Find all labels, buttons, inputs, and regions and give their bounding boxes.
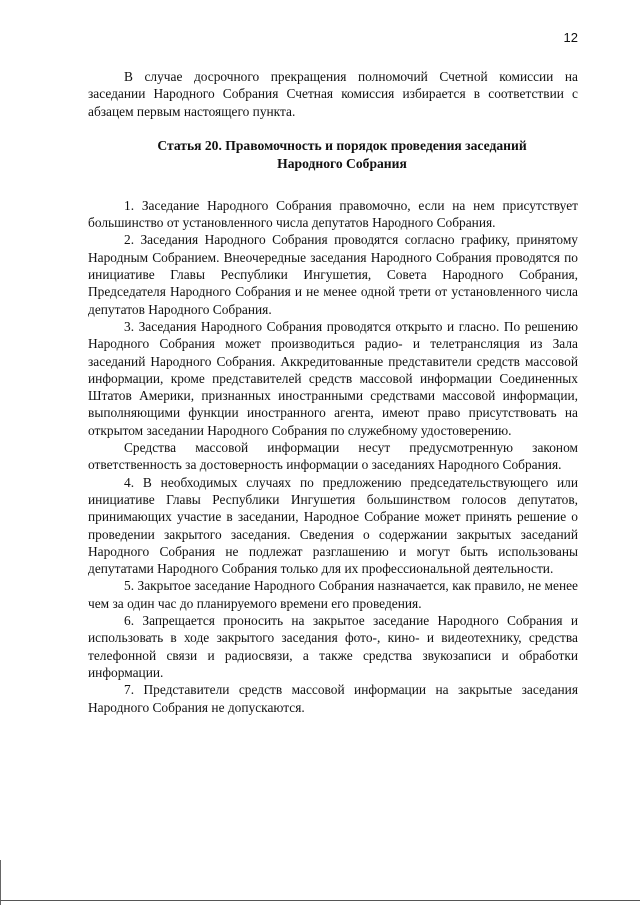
article-title-line-1: Статья 20. Правомочность и порядок проведения заседаний bbox=[157, 137, 527, 153]
paragraph-3-continued: Средства массовой информации несут предусмотренную законом ответственность за достоверность информации о заседаниях Народного Собрания. bbox=[88, 440, 578, 473]
article-title-line-2: Народного Собрания bbox=[277, 155, 407, 171]
paragraph-1: 1. Заседание Народного Собрания правомочно, если на нем присутствует большинство от установленного числа депутатов Народного Собрания. bbox=[88, 197, 578, 231]
paragraph-7: 7. Представители средств массовой информации на закрытые заседания Народного Собрания не допускаются. bbox=[88, 682, 578, 715]
paragraph-3: 3. Заседания Народного Собрания проводятся открыто и гласно. По решению Народного Собрания может производиться радио- и телетрансляция из Зала заседаний Народного Собрания. Аккредитованные представители средств массовой информации, кроме представителей средств массовой информации Соединенных Штатов Америки, признанных иностранными средствами массовой информации, выполняющими функции иностранного агента, имеют право присутствовать на открытом заседании Народного Собрания по служебному удостоверению. bbox=[88, 318, 578, 438]
scan-edge-mark bbox=[0, 860, 1, 905]
paragraph-5: 5. Закрытое заседание Народного Собрания назначается, как правило, не менее чем за один час до планируемого времени его проведения. bbox=[88, 578, 578, 611]
document-body bbox=[88, 68, 578, 716]
article-title bbox=[88, 137, 578, 173]
paragraph-6: 6. Запрещается проносить на закрытое заседание Народного Собрания и использовать в ходе закрытого заседания фото-, кино- и видеотехнику, средства телефонной связи и радиосвязи, а также средства звукозаписи и обработки информации. bbox=[88, 613, 578, 680]
page-number: 12 bbox=[563, 30, 578, 45]
paragraph-4: 4. В необходимых случаях по предложению председательствующего или инициативе Главы Республики Ингушетия большинством голосов депутатов, принимающих участие в заседании, Народное Собрание может принять решение о проведении закрытого заседания. Сведения о содержании закрытых заседаний Народного Собрания не подлежат разглашению и могут быть использованы депутатами Народного Собрания только для их профессиональной деятельности. bbox=[88, 474, 578, 577]
paragraph-2: 2. Заседания Народного Собрания проводятся согласно графику, принятому Народным Собранием. Внеочередные заседания Народного Собрания проводятся по инициативе Главы Республики Ингушетия, Совета Народного Собрания, Председателя Народного Собрания и не менее одной трети от установленного числа депутатов Народного Собрания. bbox=[88, 232, 578, 317]
intro-paragraph: В случае досрочного прекращения полномочий Счетной комиссии на заседании Народного Собрания Счетная комиссия избирается в соответствии с абзацем первым настоящего пункта. bbox=[88, 69, 578, 119]
scan-bottom-line bbox=[0, 900, 640, 901]
